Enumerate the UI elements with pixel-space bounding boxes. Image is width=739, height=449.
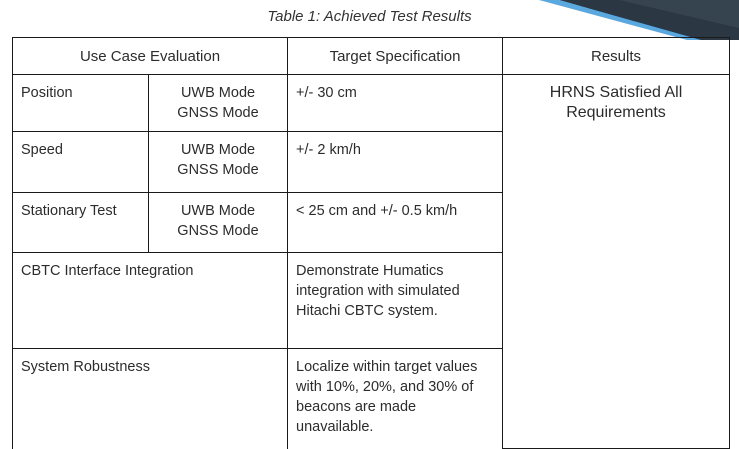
header-results: Results xyxy=(503,38,730,75)
results-table xyxy=(12,37,730,449)
mode-label: GNSS Mode xyxy=(177,223,259,239)
table-caption: Table 1: Achieved Test Results xyxy=(267,8,472,25)
mode-label: UWB Mode xyxy=(180,142,256,158)
mode-cell xyxy=(149,75,288,132)
spec-cell: Localize within target values with 10%, 20%, and 30% of beacons are made unavailable. xyxy=(288,349,503,449)
results-text: HRNS Satisfied All Requirements xyxy=(549,84,683,121)
spec-cell: +/- 2 km/h xyxy=(288,132,503,193)
mode-cell xyxy=(149,193,288,253)
use-case-cell: System Robustness xyxy=(13,349,288,449)
results-cell xyxy=(503,75,730,449)
mode-label: UWB Mode xyxy=(180,85,256,101)
mode-label: UWB Mode xyxy=(180,203,256,219)
results-table-container xyxy=(12,37,729,447)
header-use-case: Use Case Evaluation xyxy=(13,38,288,75)
spec-cell: < 25 cm and +/- 0.5 km/h xyxy=(288,193,503,253)
table-header-row xyxy=(13,38,730,75)
mode-label: GNSS Mode xyxy=(177,162,259,178)
table-row xyxy=(13,75,730,132)
use-case-cell: CBTC Interface Integration xyxy=(13,253,288,349)
spec-cell: Demonstrate Humatics integration with simulated Hitachi CBTC system. xyxy=(288,253,503,349)
use-case-cell: Stationary Test xyxy=(13,193,149,253)
use-case-cell: Speed xyxy=(13,132,149,193)
header-target-spec: Target Specification xyxy=(288,38,503,75)
mode-cell xyxy=(149,132,288,193)
mode-label: GNSS Mode xyxy=(177,105,259,121)
spec-cell: +/- 30 cm xyxy=(288,75,503,132)
use-case-cell: Position xyxy=(13,75,149,132)
